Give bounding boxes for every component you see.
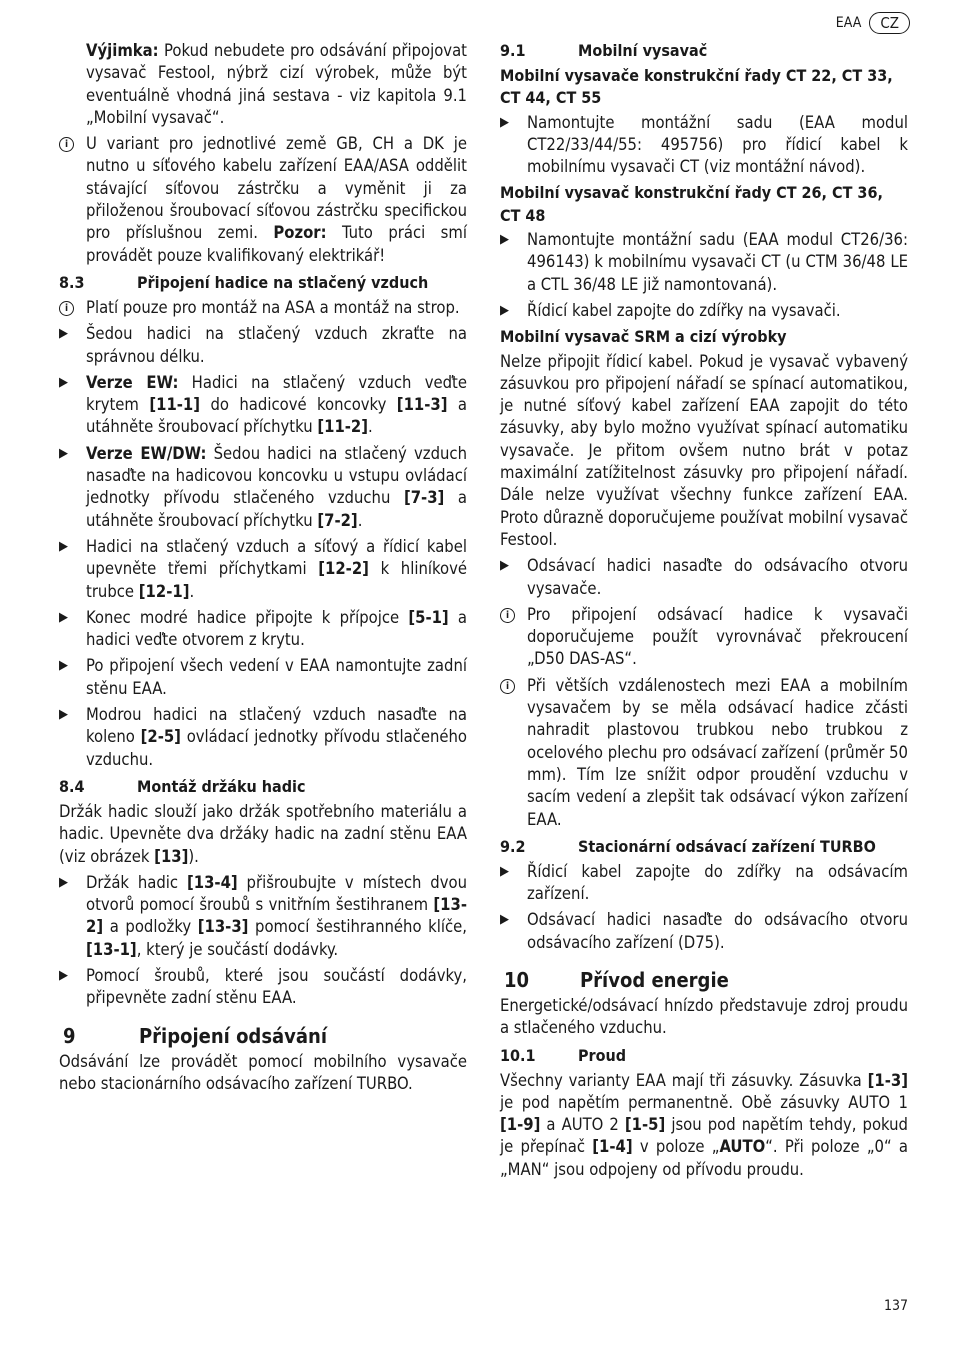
- item-text: Modrou hadici na stlačený vzduch nasaďte na koleno: [86, 705, 467, 747]
- info-text: Pro připojení odsávací hadice k vysavači doporučujeme použít vyrovnávač překroucení „D50 DAS-AS“.: [527, 604, 908, 669]
- paragraph-text: Všechny varianty EAA mají tři zásuvky. Zásuvka: [500, 1070, 868, 1090]
- exception-lead: Výjimka:: [86, 41, 159, 60]
- section-title: Proud: [578, 1045, 627, 1065]
- chapter-number: 9: [63, 1023, 76, 1048]
- info-item: [500, 604, 908, 671]
- info-item: [59, 133, 467, 267]
- item-text: Namontujte montážní sadu (EAA modul CT26/36: 496143) k mobilnímu vysavači CT (u CTM 36/48 LE a CTL 36/48 LE již namontovaná).: [527, 230, 908, 294]
- item-text: Hadici na stlačený vzduch a síťový a řídicí kabel upevněte třemi příchytkami: [86, 536, 467, 579]
- body-paragraph: [59, 801, 467, 868]
- bullet-triangle-icon: ▶: [59, 445, 68, 461]
- figure-ref: [5-1]: [408, 607, 449, 627]
- info-icon: i: [500, 679, 515, 694]
- list-item: [59, 323, 467, 368]
- list-item: [500, 909, 908, 954]
- item-text: a utáhněte šroubovací příchytku: [86, 488, 467, 530]
- section-number: 8.4: [59, 776, 85, 796]
- figure-ref: [1-3]: [867, 1070, 908, 1090]
- figure-ref: [1-5]: [624, 1115, 666, 1135]
- figure-ref: [13-3]: [197, 917, 249, 937]
- subheading: Mobilní vysavač konstrukční řady CT 26, CT 36, CT 48: [500, 183, 883, 225]
- chapter-number: 10: [504, 967, 530, 992]
- item-text: Odsávací hadici nasaďte do odsávacího otvoru odsávacího zařízení (D75).: [527, 910, 908, 952]
- chapter-title: Připojení odsávání: [139, 1023, 328, 1048]
- paragraph-text: je pod napětím permanentně. Obě zásuvky AUTO 1: [500, 1092, 908, 1112]
- mode-label: AUTO: [719, 1137, 766, 1157]
- section-heading-8-4: [59, 776, 467, 798]
- left-column: [59, 40, 467, 1095]
- section-number: 9.2: [500, 836, 526, 856]
- section-heading-10-1: [500, 1045, 908, 1067]
- list-item: [59, 704, 467, 771]
- bullet-triangle-icon: ▶: [500, 863, 509, 879]
- section-number: 10.1: [500, 1045, 536, 1065]
- page-header: [836, 12, 910, 34]
- subheading: Mobilní vysavač SRM a cizí výrobky: [500, 327, 787, 347]
- item-text: Namontujte montážní sadu (EAA modul CT22/33/44/55: 495756) pro řídicí kabel k mobilnímu vysavači CT (viz montážní návod).: [527, 112, 908, 177]
- figure-ref: [13-4]: [186, 872, 238, 892]
- figure-ref: [12-2]: [318, 559, 369, 579]
- body-paragraph: Odsávání lze provádět pomocí mobilního vysavače nebo stacionárního odsávacího zařízení TURBO.: [59, 1051, 467, 1093]
- figure-ref: [7-3]: [403, 488, 445, 508]
- chapter-heading-10: [500, 967, 908, 993]
- item-text: Držák hadic: [86, 872, 187, 892]
- info-item: [59, 297, 467, 319]
- body-paragraph: Energetické/odsávací hnízdo představuje zdroj proudu a stlačeného vzduchu.: [500, 995, 908, 1038]
- bullet-triangle-icon: ▶: [59, 707, 68, 723]
- paragraph-text: v poloze „: [632, 1137, 720, 1157]
- section-title: Stacionární odsávací zařízení TURBO: [578, 836, 876, 856]
- item-text: Po připojení všech vedení v EAA namontujte zadní stěnu EAA.: [86, 656, 467, 698]
- exception-paragraph: [59, 40, 467, 129]
- figure-ref: [11-2]: [317, 417, 369, 437]
- warning-lead: Pozor:: [273, 223, 327, 243]
- bullet-triangle-icon: ▶: [59, 967, 68, 983]
- list-item: [59, 536, 467, 603]
- right-column: [500, 40, 908, 1181]
- figure-ref: [1-4]: [592, 1137, 633, 1157]
- list-item: [500, 555, 908, 600]
- paragraph-text: jsou pod napětím tehdy, pokud je přepínač: [500, 1115, 908, 1157]
- item-text: a hadici veďte otvorem z krytu.: [86, 607, 467, 650]
- paragraph-text: “. Při poloze „0“ a „MAN“ jsou odpojeny od přívodu proudu.: [500, 1137, 908, 1179]
- chapter-heading-9: [59, 1023, 467, 1049]
- header-label: EAA: [835, 15, 862, 31]
- info-text: U variant pro jednotlivé země GB, CH a DK je nutno u síťového kabelu zařízení EAA/ASA oddělit stávající síťovou zástrčku a vyměnit ji za přiloženou šroubovací síťovou zástrčku specifickou pro příslušnou zemi.: [86, 134, 467, 243]
- item-text: Šedou hadici na stlačený vzduch nasaďte na hadicovou koncovku u vstupu ovládací jednotky přívodu stlačeného vzduchu: [86, 443, 467, 508]
- item-text: a podložky: [103, 917, 198, 937]
- bullet-triangle-icon: ▶: [59, 658, 68, 674]
- chapter-title: Přívod energie: [580, 967, 729, 992]
- bullet-triangle-icon: ▶: [500, 302, 509, 318]
- item-lead: Verze EW/DW:: [86, 443, 207, 463]
- section-heading-9-1: [500, 40, 908, 62]
- info-text: Při větších vzdálenostech mezi EAA a mobilním vysavačem by se měla odsávací hadice zčásti nahradit plastovou trubkou nebo trubkou z ocelového plechu pro odsávací zařízení (průměr 50 mm). Tím lze snížit odpor proudění vzduchu v sacím vedení a zlepšit tak odsávací výkon zařízení EAA.: [527, 675, 908, 829]
- list-item: [59, 607, 467, 652]
- list-item: [500, 112, 908, 179]
- figure-ref: [13-2]: [86, 895, 467, 937]
- paragraph-text: a AUTO 2: [540, 1115, 625, 1135]
- section-heading-8-3: [59, 272, 467, 294]
- item-text: a utáhněte šroubovací příchytku: [86, 395, 468, 437]
- bullet-triangle-icon: ▶: [500, 114, 509, 130]
- info-item: [500, 675, 908, 831]
- list-item: [59, 965, 467, 1010]
- info-icon: i: [59, 137, 74, 152]
- figure-ref: [13-1]: [86, 939, 137, 959]
- list-item: [59, 655, 467, 700]
- item-text: , který je součástí dodávky.: [136, 939, 339, 959]
- paragraph-text: ).: [188, 846, 199, 866]
- body-paragraph: [500, 1070, 908, 1181]
- bullet-triangle-icon: ▶: [59, 874, 68, 890]
- section-title: Připojení hadice na stlačený vzduch: [137, 272, 429, 292]
- item-text: Konec modré hadice připojte k přípojce: [86, 607, 409, 627]
- paragraph-text: Držák hadic slouží jako držák spotřebního materiálu a hadic. Upevněte dva držáky hadic na zadní stěnu EAA (viz obrázek: [59, 801, 467, 866]
- page-number: 137: [883, 1298, 908, 1314]
- figure-ref: [1-9]: [500, 1115, 541, 1135]
- list-item: [59, 372, 467, 439]
- info-text: Platí pouze pro montáž na ASA a montáž na strop.: [86, 297, 460, 317]
- item-text: .: [189, 581, 195, 601]
- section-title: Mobilní vysavač: [578, 41, 708, 60]
- figure-ref: [7-2]: [317, 510, 358, 530]
- section-number: 9.1: [500, 41, 526, 60]
- exception-text: Pokud nebudete pro odsávání připojovat vysavač Festool, nýbrž cizí výrobek, může být eventuálně vhodná jiná sestava - viz kapitola 9.1 „Mobilní vysavač“.: [86, 41, 467, 127]
- figure-ref: [13]: [154, 846, 189, 866]
- body-paragraph: Nelze připojit řídicí kabel. Pokud je vysavač vybavený zásuvkou pro připojení nářadí se spínací automatikou, je nutné síťový kabel zařízení EAA zapojit do této zásuvky, aby bylo možno využívat spínací automatiku vysavače. Je přitom ovšem nutno brát v potaz maximální zatížitelnost zásuvky pro připojení nářadí. Dále nelze využívat všechny funkce zařízení EAA. Proto důrazně doporučujeme používat mobilní vysavač Festool.: [500, 351, 908, 549]
- bullet-triangle-icon: ▶: [500, 912, 509, 928]
- item-text: k hliníkové trubce: [86, 559, 467, 601]
- info-icon: i: [59, 301, 74, 316]
- item-text: .: [357, 510, 363, 530]
- bullet-triangle-icon: ▶: [59, 609, 68, 625]
- section-number: 8.3: [59, 272, 85, 292]
- bullet-triangle-icon: ▶: [500, 232, 509, 248]
- item-text: ovládací jednotky přívodu stlačeného vzduchu.: [86, 727, 468, 769]
- section-title: Montáž držáku hadic: [137, 776, 306, 796]
- bullet-triangle-icon: ▶: [59, 326, 68, 342]
- info-text-end: Tuto práci smí provádět pouze kvalifikovaný elektrikář!: [86, 223, 467, 265]
- list-item: [500, 861, 908, 906]
- item-text: Šedou hadici na stlačený vzduch zkraťte na správnou délku.: [86, 324, 467, 366]
- bullet-triangle-icon: ▶: [59, 538, 68, 554]
- item-lead: Verze EW:: [86, 372, 179, 392]
- item-text: Pomocí šroubů, které jsou součástí dodávky, připevněte zadní stěnu EAA.: [86, 965, 467, 1008]
- subheading: Mobilní vysavače konstrukční řady CT 22, CT 33, CT 44, CT 55: [500, 66, 893, 108]
- figure-ref: [11-3]: [396, 395, 448, 415]
- item-text: Řídicí kabel zapojte do zdířky na vysavači.: [527, 300, 841, 320]
- item-text: .: [368, 417, 373, 437]
- bullet-triangle-icon: ▶: [59, 374, 68, 390]
- item-text: pomocí šestihranného klíče,: [248, 917, 467, 937]
- item-text: Odsávací hadici nasaďte do odsávacího otvoru vysavače.: [527, 556, 908, 598]
- item-text: Řídicí kabel zapojte do zdířky na odsávacím zařízení.: [527, 861, 908, 904]
- list-item: [500, 229, 908, 296]
- figure-ref: [11-1]: [149, 395, 201, 415]
- language-badge: CZ: [869, 12, 910, 34]
- item-text: přišroubujte v místech dvou otvorů pomocí šroubů s vnitřním šestihranem: [86, 872, 467, 915]
- list-item: [59, 443, 467, 532]
- section-heading-9-2: [500, 836, 908, 858]
- bullet-triangle-icon: ▶: [500, 558, 509, 574]
- item-text: Hadici na stlačený vzduch veďte krytem: [86, 372, 467, 415]
- figure-ref: [12-1]: [138, 581, 190, 601]
- figure-ref: [2-5]: [140, 727, 181, 747]
- list-item: [500, 300, 908, 322]
- list-item: [59, 872, 467, 961]
- info-icon: i: [500, 608, 515, 623]
- item-text: do hadicové koncovky: [200, 395, 397, 415]
